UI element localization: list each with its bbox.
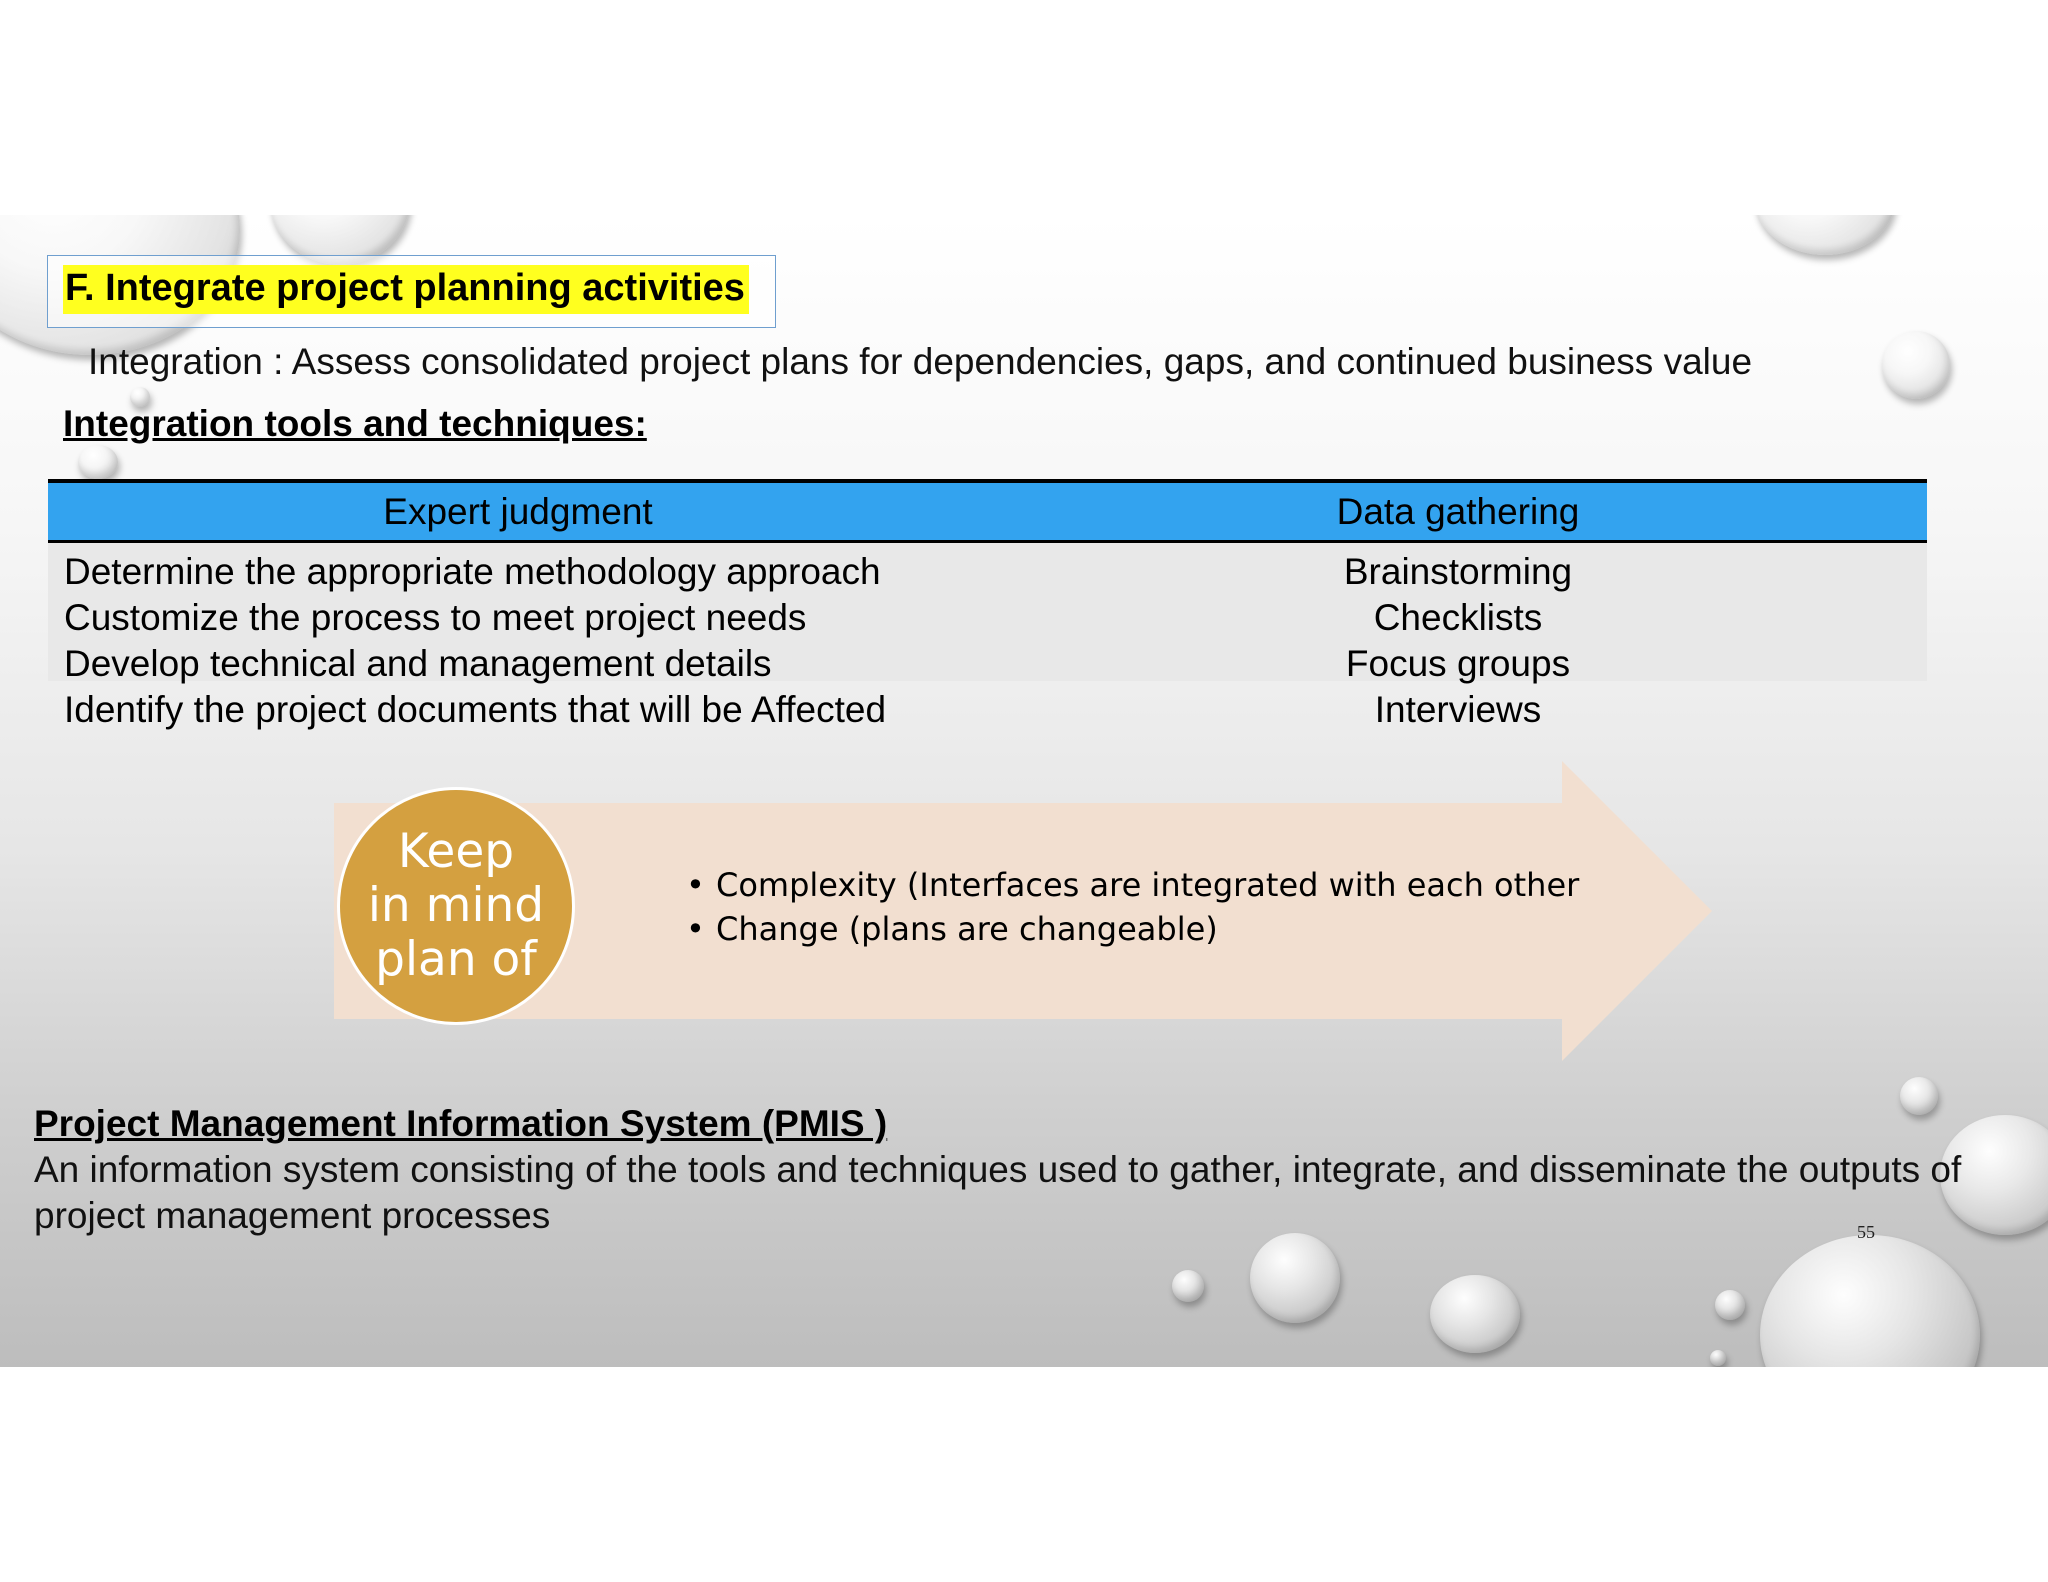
data-gathering-item: Focus groups — [1345, 643, 1571, 684]
keep-in-mind-circle — [337, 787, 575, 1025]
data-gathering-item: Brainstorming — [1343, 551, 1573, 592]
water-drop-decoration — [1710, 1350, 1726, 1366]
header-expert-judgment: Expert judgment — [383, 491, 653, 532]
slide-title: F. Integrate project planning activities — [63, 265, 749, 314]
data-gathering-item: Interviews — [1374, 689, 1542, 730]
circle-line: plan of — [375, 932, 537, 987]
water-drop-decoration — [1760, 1235, 1980, 1367]
integration-definition: Integration : Assess consolidated project plans for dependencies, gaps, and continued business value — [88, 341, 1753, 382]
water-drop-decoration — [1900, 1077, 1938, 1115]
data-gathering-item: Checklists — [1373, 597, 1543, 638]
bullet-item: • Complexity (Interfaces are integrated with each other — [686, 863, 1579, 907]
keep-in-mind-bullets — [686, 863, 1579, 951]
slide — [0, 215, 2048, 1367]
tools-table — [48, 479, 1927, 730]
pmis-heading: Project Management Information System (PMIS ) — [34, 1103, 888, 1144]
water-drop-decoration — [1715, 1290, 1745, 1320]
expert-judgment-item: Customize the process to meet project needs — [64, 597, 807, 638]
table-body — [48, 543, 1927, 730]
water-drop-decoration — [1430, 1275, 1520, 1353]
water-drop-decoration — [1172, 1270, 1204, 1302]
tools-heading: Integration tools and techniques: — [63, 403, 647, 444]
expert-judgment-item: Identify the project documents that will be Affected — [64, 689, 887, 730]
bullet-item: • Change (plans are changeable) — [686, 907, 1579, 951]
water-drop-decoration — [1250, 1233, 1340, 1323]
table-header — [48, 483, 1927, 543]
circle-line: Keep — [397, 824, 515, 879]
keep-in-mind-text — [368, 825, 544, 987]
expert-judgment-item: Determine the appropriate methodology approach — [64, 551, 881, 592]
water-drop-decoration — [1882, 331, 1950, 399]
water-drop-decoration — [78, 445, 118, 479]
header-data-gathering: Data gathering — [1336, 491, 1580, 532]
expert-judgment-item: Develop technical and management details — [64, 643, 772, 684]
pmis-description: An information system consisting of the tools and techniques used to gather, integrate, and disseminate the outputs of project management processes — [34, 1149, 1962, 1236]
page-number: 55 — [1857, 1222, 1875, 1242]
water-drop-decoration — [1755, 215, 1895, 255]
circle-line: in mind — [367, 878, 545, 933]
